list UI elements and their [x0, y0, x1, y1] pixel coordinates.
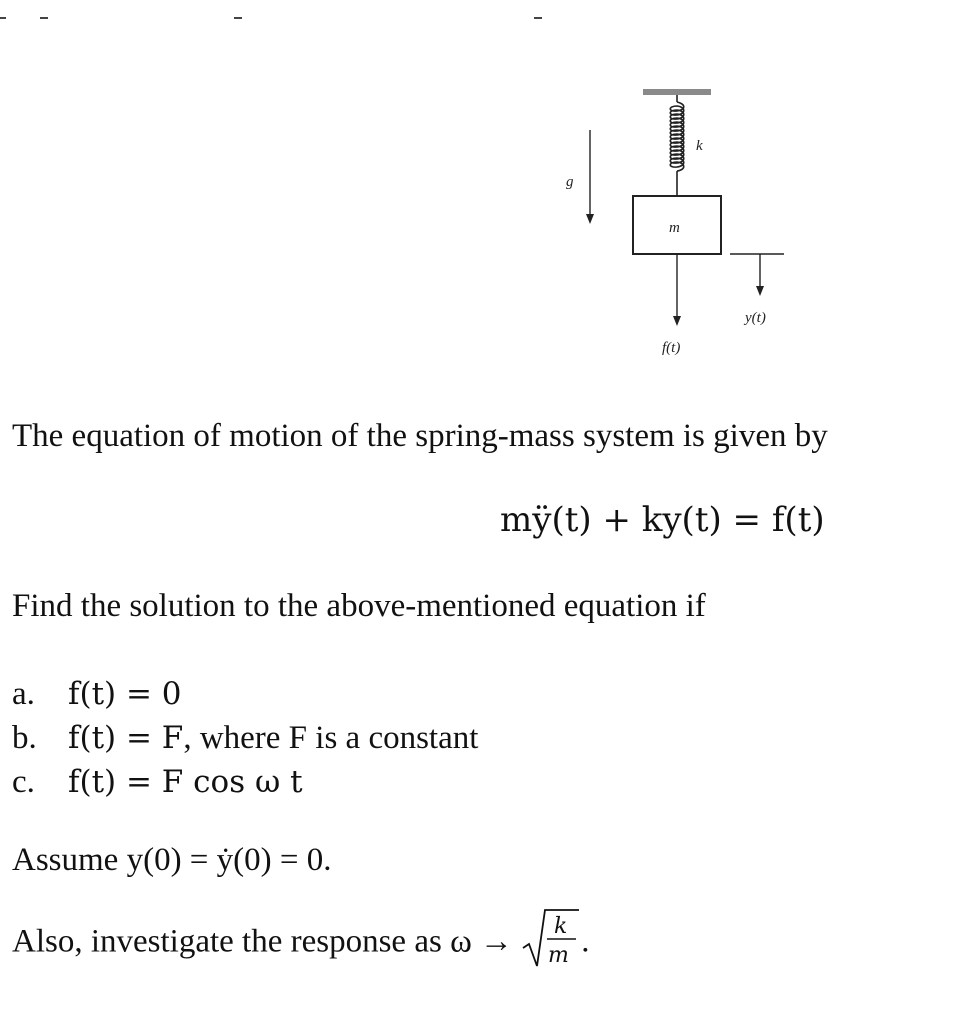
- find-instruction: Find the solution to the above-mentioned equation if: [12, 588, 706, 624]
- sqrt-k-over-m: [521, 906, 581, 970]
- force-arrow: [673, 254, 681, 326]
- case-a: [12, 672, 478, 716]
- resonance-question: [12, 912, 590, 976]
- top-edge-marks: [0, 14, 972, 24]
- spring-mass-diagram: [540, 70, 820, 370]
- intro-sentence: The equation of motion of the spring-mass system is given by: [12, 418, 828, 454]
- initial-conditions: Assume y(0) = ẏ(0) = 0.: [12, 842, 332, 878]
- case-label: b.: [12, 720, 37, 756]
- sqrt-denominator: m: [548, 943, 570, 968]
- case-condition: f(t) = 0: [68, 676, 182, 712]
- spring-constant-label: k: [696, 138, 703, 154]
- force-label: f(t): [662, 340, 681, 356]
- case-note: , where F is a constant: [183, 720, 479, 756]
- case-label: a.: [12, 676, 35, 712]
- case-condition: f(t) = F cos ω t: [68, 764, 303, 800]
- case-c: [12, 760, 478, 804]
- mass-label: m: [669, 220, 680, 236]
- case-condition: f(t) = F: [68, 720, 184, 756]
- case-label: c.: [12, 764, 35, 800]
- spring-mass-figure: [540, 70, 820, 370]
- spring: [670, 95, 684, 196]
- equation-of-motion: mÿ(t) + ky(t) = f(t): [500, 500, 825, 540]
- resonance-question-text: Also, investigate the response as ω →: [12, 923, 514, 960]
- gravity-arrow: [586, 130, 594, 224]
- gravity-label: g: [566, 174, 574, 190]
- case-b: [12, 716, 478, 760]
- ceiling-support: [643, 89, 711, 95]
- radical-sign: [521, 906, 581, 970]
- displacement-label: y(t): [745, 310, 766, 326]
- sqrt-numerator: k: [554, 914, 568, 939]
- displacement-indicator: [730, 254, 784, 296]
- sentence-period: .: [581, 923, 590, 960]
- cases-list: [12, 672, 478, 804]
